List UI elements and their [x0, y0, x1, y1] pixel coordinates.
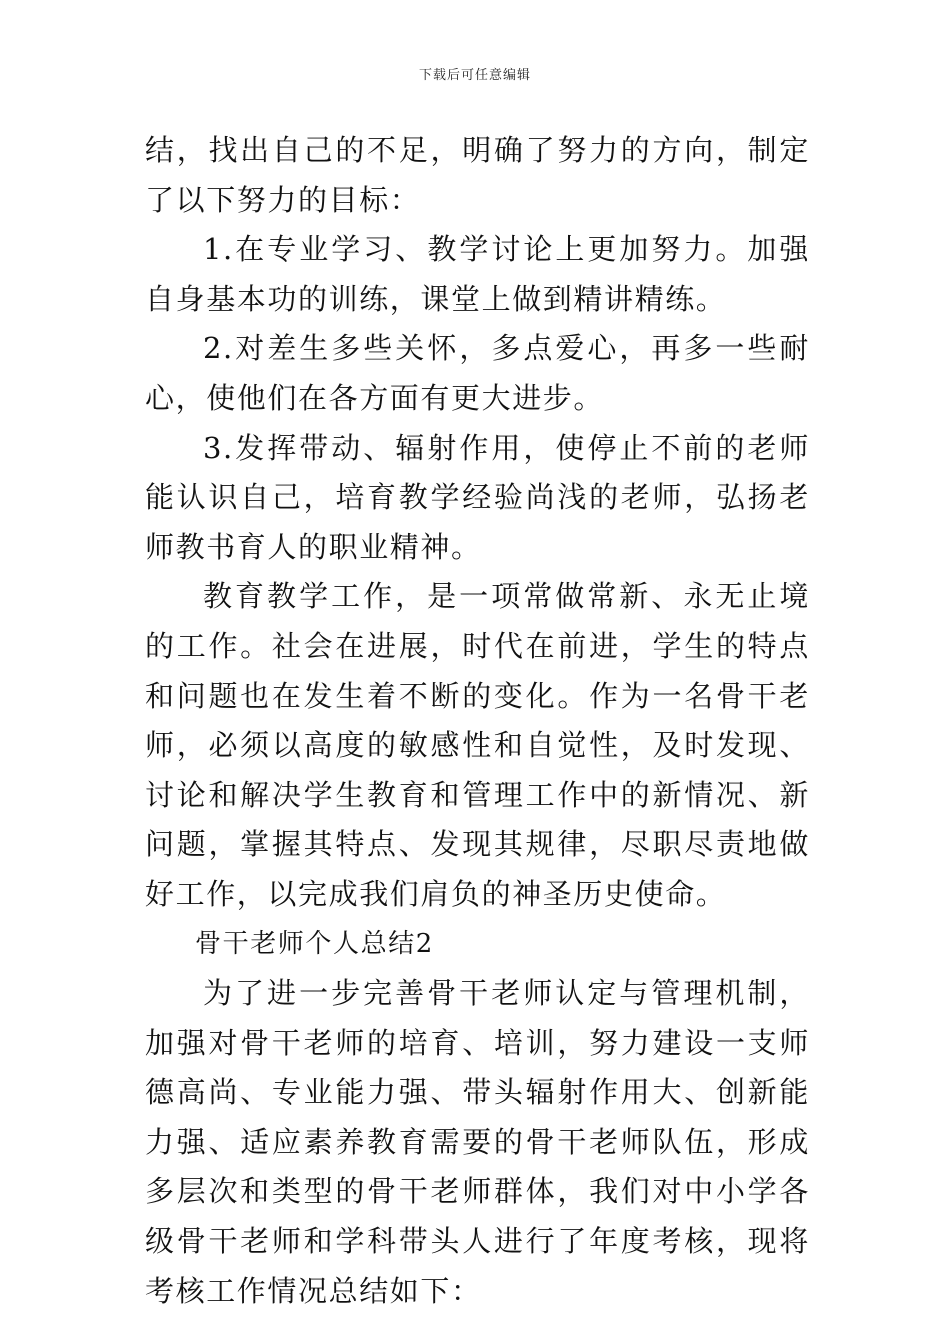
section-heading: 骨干老师个人总结2: [195, 928, 434, 959]
paragraph-intro-summary-2: 为了进一步完善骨干老师认定与管理机制，加强对骨干老师的培育、培训，努力建设一支师德高尚、专业能力强、带头辐射作用大、创新能力强、适应素养教育需要的骨干老师队伍，形成多层次和类型的骨干老师群体，我们对中小学各级骨干老师和学科带头人进行了年度考核，现将考核工作情况总结如下：: [145, 976, 810, 1308]
paragraph-goal-1: 1.在专业学习、教学讨论上更加努力。加强自身基本功的训练，课堂上做到精讲精练。: [145, 232, 810, 316]
document-body: [145, 126, 810, 1316]
paragraph-goal-2: 2.对差生多些关怀，多点爱心，再多一些耐心，使他们在各方面有更大进步。: [145, 331, 810, 415]
paragraph-continuation: 结，找出自己的不足，明确了努力的方向，制定了以下努力的目标：: [145, 133, 810, 217]
paragraph-conclusion: 教育教学工作，是一项常做常新、永无止境的工作。社会在进展，时代在前进，学生的特点和问题也在发生着不断的变化。作为一名骨干老师，必须以高度的敏感性和自觉性，及时发现、讨论和解决学生教育和管理工作中的新情况、新问题，掌握其特点、发现其规律，尽职尽责地做好工作，以完成我们肩负的神圣历史使命。: [145, 579, 810, 911]
page-header: 下载后可任意编辑: [418, 68, 531, 83]
paragraph-goal-3: 3.发挥带动、辐射作用，使停止不前的老师能认识自己，培育教学经验尚浅的老师，弘扬老师教书育人的职业精神。: [145, 430, 810, 564]
